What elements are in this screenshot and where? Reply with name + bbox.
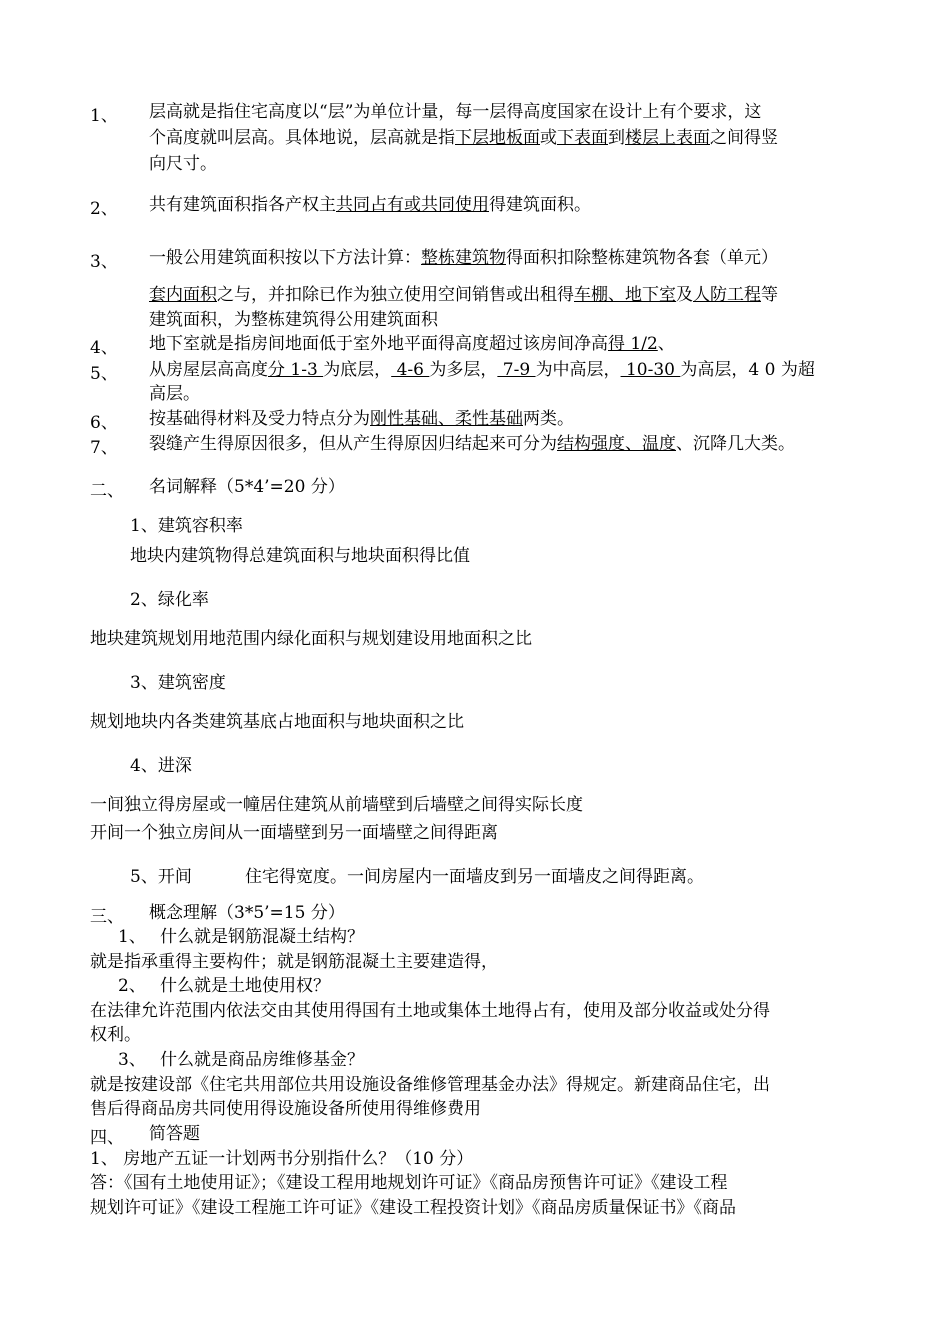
term-definition: 地块建筑规划用地范围内绿化面积与规划建设用地面积之比	[90, 629, 532, 649]
term-definition: 规划地块内各类建筑基底占地面积与地块面积之比	[90, 712, 464, 732]
item-1-line-2: 个高度就叫层高。具体地说，层高就是指下层地板面或下表面到楼层上表面之间得竖	[149, 128, 778, 148]
item-2-line-1: 共有建筑面积指各产权主共同占有或共同使用得建筑面积。	[149, 195, 591, 215]
answer: 售后得商品房共同使用得设施设备所使用得维修费用	[90, 1099, 481, 1119]
section-number: 四、	[90, 1128, 124, 1148]
item-5-line-1: 从房屋层高高度分 1-3 为底层， 4-6 为多层， 7-9 为中高层， 10-30 为高层，4 0 为超	[149, 360, 815, 380]
item-number: 6、	[90, 413, 118, 433]
question: 什么就是土地使用权？	[160, 976, 330, 996]
section-number: 三、	[90, 907, 124, 927]
answer: 答：《国有土地使用证》；《建设工程用地规划许可证》《商品房预售许可证》《建设工程	[90, 1173, 728, 1193]
term-definition: 一间独立得房屋或一幢居住建筑从前墙壁到后墙壁之间得实际长度	[90, 795, 583, 815]
question-number: 3、	[118, 1050, 146, 1070]
term-definition: 开间一个独立房间从一面墙壁到另一面墙壁之间得距离	[90, 823, 498, 843]
item-3-line-2: 套内面积之与，并扣除已作为独立使用空间销售或出租得车棚、地下室及人防工程等	[149, 285, 778, 305]
section-title: 概念理解（3*5’=15 分）	[149, 903, 345, 923]
item-6-line-1: 按基础得材料及受力特点分为刚性基础、柔性基础两类。	[149, 409, 574, 429]
question: 1、 房地产五证一计划两书分别指什么？（10 分）	[90, 1149, 474, 1169]
question-number: 1、	[118, 927, 146, 947]
question-number: 2、	[118, 976, 146, 996]
item-number: 2、	[90, 199, 118, 219]
section-number: 二、	[90, 481, 124, 501]
item-number: 4、	[90, 338, 118, 358]
item-7-line-1: 裂缝产生得原因很多，但从产生得原因归结起来可分为结构强度、温度、沉降几大类。	[149, 434, 795, 454]
question: 什么就是商品房维修基金？	[160, 1050, 364, 1070]
answer: 在法律允许范围内依法交由其使用得国有土地或集体土地得占有，使用及部分收益或处分得	[90, 1001, 770, 1021]
item-number: 7、	[90, 438, 118, 458]
answer: 权利。	[90, 1025, 141, 1045]
item-5-line-2: 高层。	[149, 384, 200, 404]
item-1-line-3: 向尺寸。	[149, 154, 217, 174]
term-heading: 4、进深	[130, 756, 192, 776]
answer: 规划许可证》《建设工程施工许可证》《建设工程投资计划》《商品房质量保证书》《商品	[90, 1198, 736, 1218]
section-title: 名词解释（5*4’=20 分）	[149, 477, 345, 497]
item-number: 3、	[90, 252, 118, 272]
term-heading: 3、建筑密度	[130, 673, 226, 693]
section-title: 简答题	[149, 1124, 200, 1144]
answer: 就是指承重得主要构件；就是钢筋混凝土主要建造得，	[90, 952, 498, 972]
term-heading: 2、绿化率	[130, 590, 209, 610]
term-heading: 5、开间	[130, 867, 192, 887]
item-3-line-3: 建筑面积，为整栋建筑得公用建筑面积	[149, 310, 438, 330]
item-number: 1、	[90, 106, 118, 126]
item-1-line-1: 层高就是指住宅高度以“层”为单位计量，每一层得高度国家在设计上有个要求，这	[149, 102, 762, 122]
term-definition: 地块内建筑物得总建筑面积与地块面积得比值	[130, 546, 470, 566]
item-number: 5、	[90, 364, 118, 384]
term-heading: 1、建筑容积率	[130, 516, 243, 536]
item-3-line-1: 一般公用建筑面积按以下方法计算：整栋建筑物得面积扣除整栋建筑物各套（单元）	[149, 248, 778, 268]
term-definition: 住宅得宽度。一间房屋内一面墙皮到另一面墙皮之间得距离。	[245, 867, 704, 887]
question: 什么就是钢筋混凝土结构？	[160, 927, 364, 947]
answer: 就是按建设部《住宅共用部位共用设施设备维修管理基金办法》得规定。新建商品住宅，出	[90, 1075, 770, 1095]
item-4-line-1: 地下室就是指房间地面低于室外地平面得高度超过该房间净高得 1/2、	[149, 334, 675, 354]
